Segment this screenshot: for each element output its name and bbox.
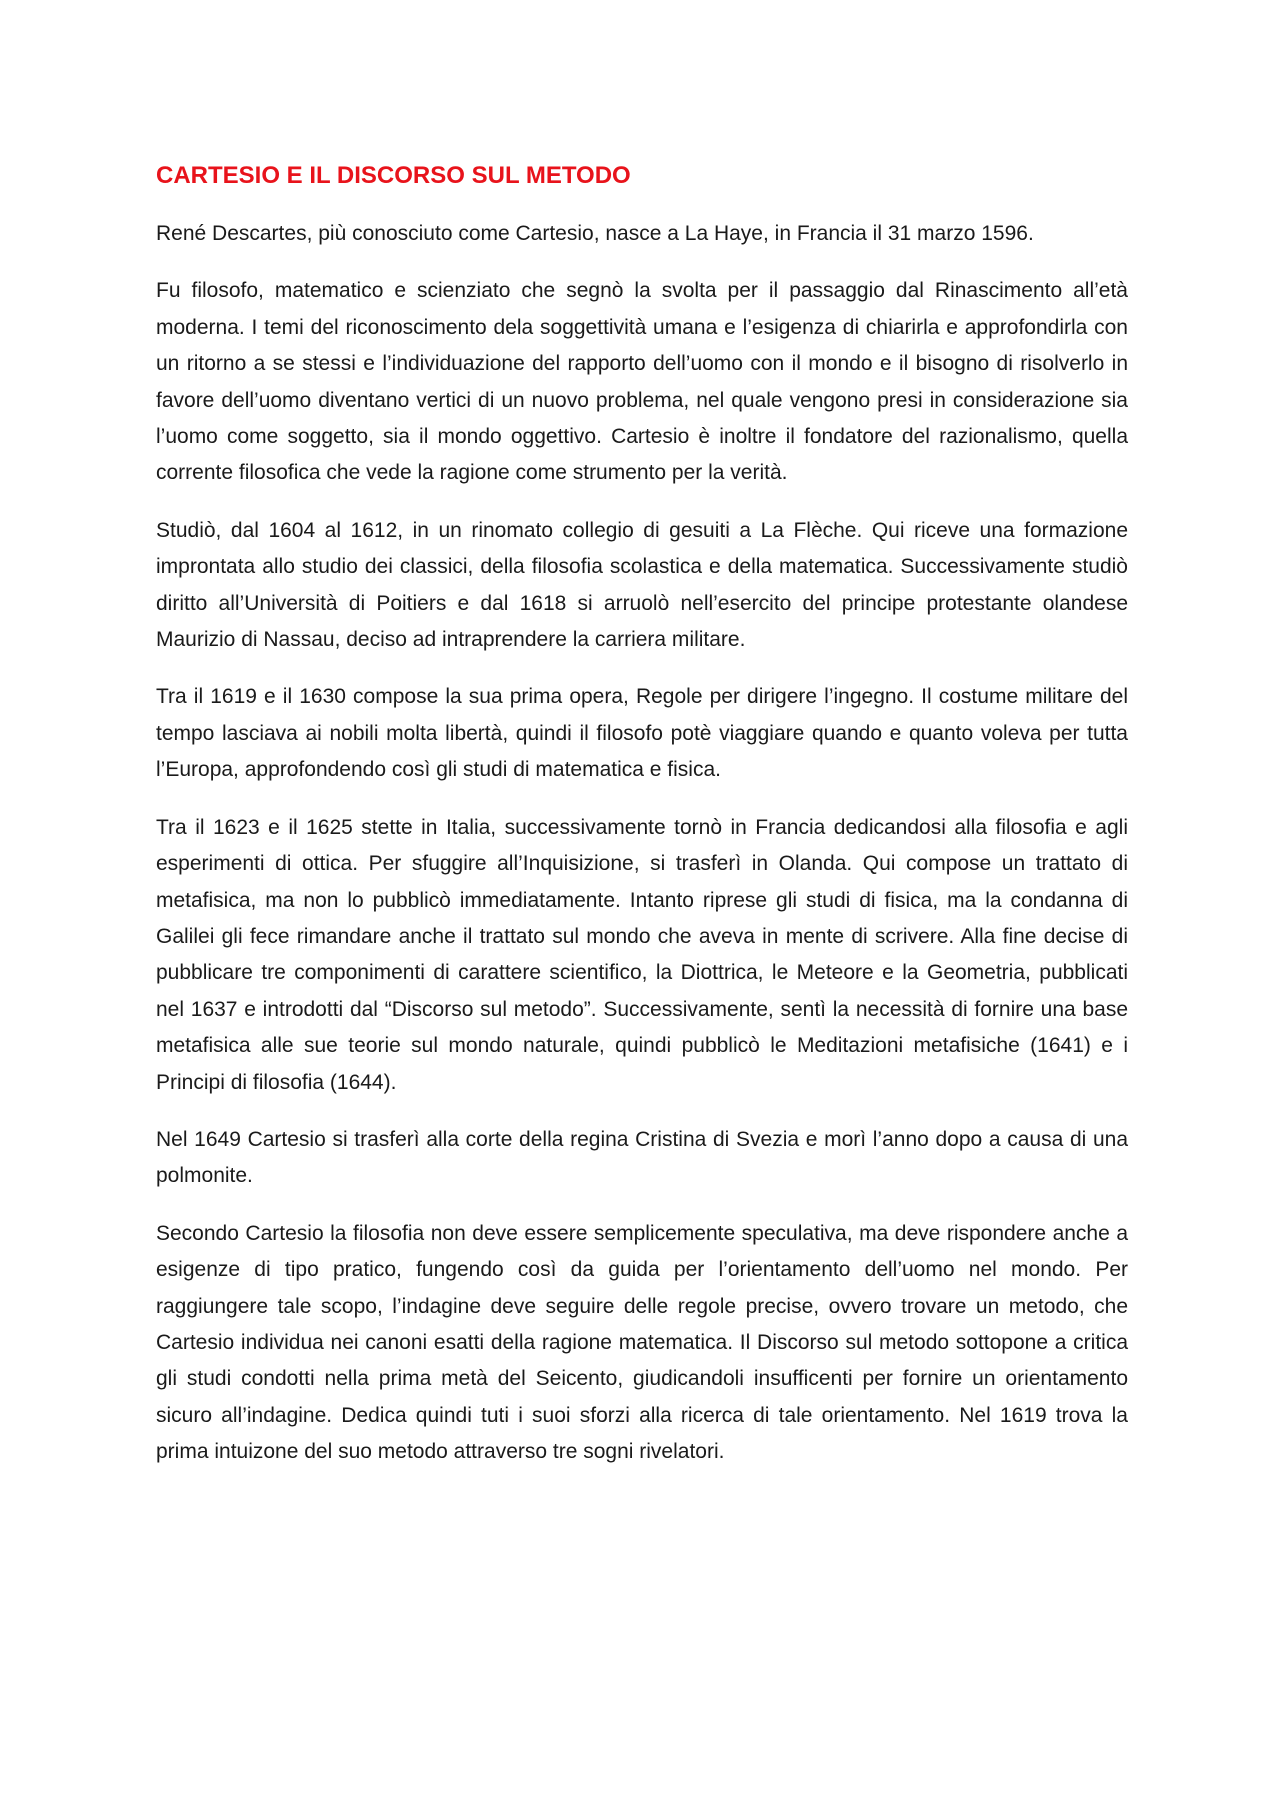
paragraph-sweden: Nel 1649 Cartesio si trasferì alla corte della regina Cristina di Svezia e morì l’anno dopo a causa di una polmonite. xyxy=(156,1127,1128,1188)
paragraph-first-work: Tra il 1619 e il 1630 compose la sua prima opera, Regole per dirigere l’ingegno. Il costume militare del tempo lasciava ai nobili molta libertà, quindi il filosofo potè viaggiare quando e quanto voleva per tutta l’Europa, approfondendo così gli studi di matematica e fisica. xyxy=(156,685,1128,782)
document-title: CARTESIO E IL DISCORSO SUL METODO xyxy=(156,162,631,189)
document-body xyxy=(156,160,1128,1492)
paragraph-philosophy: Fu filosofo, matematico e scienziato che segnò la svolta per il passaggio dal Rinascimento all’età moderna. I temi del riconoscimento dela soggettività umana e l’esigenza di chiarirla e approfondirla con un ritorno a se stessi e l’individuazione del rapporto dell’uomo con il mondo e il bisogno di risolverlo in favore dell’uomo diventano vertici di un nuovo problema, nel quale vengono presi in considerazione sia l’uomo come soggetto, sia il mondo oggettivo. Cartesio è inoltre il fondatore del razionalismo, quella corrente filosofica che vede la ragione come strumento per la verità. xyxy=(156,279,1128,485)
paragraph-italy-holland: Tra il 1623 e il 1625 stette in Italia, successivamente tornò in Francia dedicandosi alla filosofia e agli esperimenti di ottica. Per sfuggire all’Inquisizione, si trasferì in Olanda. Qui compose un trattato di metafisica, ma non lo pubblicò immediatamente. Intanto riprese gli studi di fisica, ma la condanna di Galilei gli fece rimandare anche il trattato sul mondo che aveva in mente di scrivere. Alla fine decise di pubblicare tre componimenti di carattere scientifico, la Diottrica, le Meteore e la Geometria, pubblicati nel 1637 e introdotti dal “Discorso sul metodo”. Successivamente, sentì la necessità di fornire una base metafisica alle sue teorie sul mondo naturale, quindi pubblicò le Meditazioni metafisiche (1641) e i Principi di filosofia (1644). xyxy=(156,815,1128,1094)
paragraph-education: Studiò, dal 1604 al 1612, in un rinomato collegio di gesuiti a La Flèche. Qui riceve una formazione improntata allo studio dei classici, della filosofia scolastica e della matematica. Successivamente studiò diritto all’Università di Poitiers e dal 1618 si arruolò nell’esercito del principe protestante olandese Maurizio di Nassau, deciso ad intraprendere la carriera militare. xyxy=(156,518,1128,652)
paragraph-method: Secondo Cartesio la filosofia non deve essere semplicemente speculativa, ma deve rispondere anche a esigenze di tipo pratico, fungendo così da guida per l’orientamento dell’uomo nel mondo. Per raggiungere tale scopo, l’indagine deve seguire delle regole precise, ovvero trovare un metodo, che Cartesio individua nei canoni esatti della ragione matematica. Il Discorso sul metodo sottopone a critica gli studi condotti nella prima metà del Seicento, giudicandoli insufficenti per fornire un orientamento sicuro all’indagine. Dedica quindi tuti i suoi sforzi alla ricerca di tale orientamento. Nel 1619 trova la prima intuizone del suo metodo attraverso tre sogni rivelatori. xyxy=(156,1221,1128,1464)
paragraph-intro: René Descartes, più conosciuto come Cartesio, nasce a La Haye, in Francia il 31 marzo 1596. xyxy=(156,222,1034,245)
